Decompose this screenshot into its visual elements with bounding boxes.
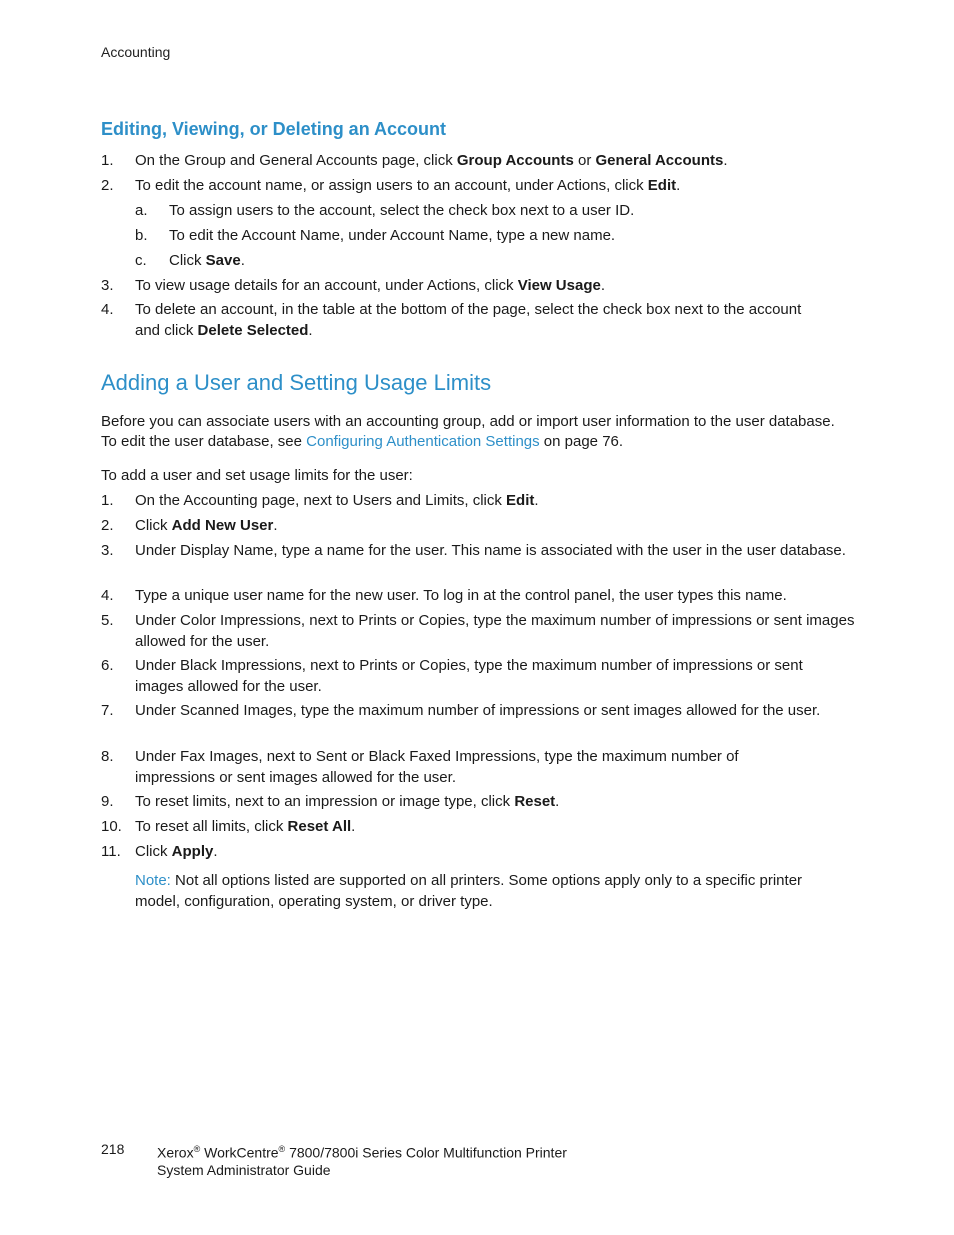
note-text: Not all options listed are supported on all printers. Some options apply only to a specific printer model, configuration, operating system, or driver type.: [135, 872, 803, 910]
intro-paragraph: Before you can associate users with an accounting group, add or import user information to the user database. To edit the user database, see Configuring Authentication Settings on page 76.: [101, 413, 835, 450]
document-page: Accounting Editing, Viewing, or Deleting an Account 1. On the Group and General Accounts page, click Group Accounts or General Accounts. 2. To edit the account name, or assign users to an account, under Actions, click Edit. a. To assign users to the account, select the check box next to a user ID. b. To edit the Account Name, under Account Name, type a new name. c. Click Save. 3. To view usage details for an account, under Actions, click View Usage. 4. To delete an account, in the table at the bottom of the page, select the check box next to the account and click Delete Selected. Adding a User and Setting Usage Limits Before you can associate users with an accounting group, add or import user information to the user database. To edit the user database, see Configuring Authentication Settings on page 76. To add a user and set usage limits for the user: 1. On the Accounting page, next to Users and Limits, click Edit. 2. Click Add New User. 3. Under Display Name, type a name for the user. This name is associated with the user in the user database. 4. Type a unique user name for the new user. To log in at the control panel, the user types this name. 5. Under Color Impressions, next to Prints or Copies, type the maximum number of impressions or sent images allowed for the user. 6. Under Black Impressions, next to Prints or Copies, type the maximum number of impressions or sent images allowed for the user. 7. Under Scanned Images, type the maximum number of impressions or sent images allowed for the user. 8. Under Fax Images, next to Sent or Black Faxed Impressions, type the maximum number of impressions or sent images allowed for the user. 9. To reset limits, next to an impression or image type, click Reset. 10. To reset all limits, click Reset All. 11. Click Apply. Note: Not all options listed are supported on all printers. Some options apply only to a specific printer model, configuration, operating system, or driver type. 218 Xerox® WorkCentre® 7800/7800i Series Color Multifunction Printer System Administrator Guide: [101, 44, 855, 1179]
page-number: 218: [101, 1141, 125, 1157]
footer-product: Xerox® WorkCentre® 7800/7800i Series Color Multifunction Printer System Administrator Guide: [157, 1144, 567, 1179]
note-label: Note:: [135, 872, 171, 889]
auth-settings-link[interactable]: Configuring Authentication Settings: [306, 432, 540, 450]
running-head: Accounting: [101, 44, 171, 60]
section-heading-adding: Adding a User and Setting Usage Limits: [101, 370, 492, 395]
section-heading-editing: Editing, Viewing, or Deleting an Account: [101, 119, 447, 139]
note-box: [135, 871, 835, 912]
lead-paragraph: To add a user and set usage limits for the user:: [101, 467, 413, 484]
